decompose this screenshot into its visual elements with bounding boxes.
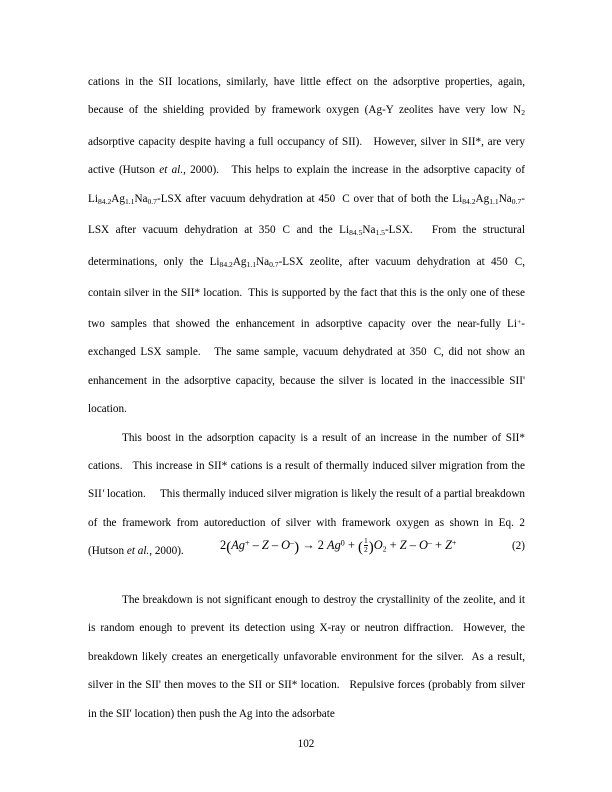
equation-number: (2) xyxy=(511,540,525,552)
paragraph-1: cations in the SII locations, similarly, have little effect on the adsorptive properties, again, because of the shielding provided by framework oxygen (Ag-Y zeolites have very low $N_2$ adsorptive capacity despite having a full occupancy of SII). However, silver in SII*, are very active (Hutson et al., 2000). This helps to explain the increase in the adsorptive capacity of $Li_{84.2}Ag_{1.1}Na_{0.7}$-LSX after vacuum dehydration at 450 C over that of both the $Li_{84.2}Ag_{1.1}Na_{0.7}$-LSX after vacuum dehydration at 350 C and the $Li_{84.5}Na_{1.5}$-LSX. From the structural determinations, only the $Li_{84.2}Ag_{1.1}Na_{0.7}$-LSX zeolite, after vacuum dehydration at 450 C, contain silver in the SII* location. This is supported by the fact that this is the only one of these two samples that showed the enhancement in adsorptive capacity over the near-fully Li+-exchanged LSX sample. The same sample, vacuum dehydrated at 350 C, did not show an enhancement in the adsorptive capacity, because the silver is located in the inaccessible SII' location. xyxy=(88,76,525,416)
equation-expression: 2(Ag+ – Z – O–) → 2 $Ag^0$ + ( $\frac{1}{2}$ )$O_2 + Z - O^- + Z^+$ xyxy=(220,536,457,556)
paragraph-2: This boost in the adsorption capacity is a result of an increase in the number of SII* cations. This increase in SII* cations is a result of thermally induced silver migration from the SII' location. This thermally induced silver migration is likely the result of a partial breakdown of the framework from autoreduction of silver with framework oxygen as shown in Eq. 2 (Hutson et al., 2000). xyxy=(88,431,525,558)
body-text-column xyxy=(88,68,525,566)
paragraph-3: The breakdown is not significant enough to destroy the crystallinity of the zeolite, and it is random enough to prevent its detection using X-ray or neutron diffraction. However, the breakdown likely creates an energetically unfavorable environment for the silver. As a result, silver in the SII' then moves to the SII or SII* location. Repulsive forces (probably from silver in the SII' location) then push the Ag into the adsorbate xyxy=(88,594,525,720)
body-text-column-lower xyxy=(88,586,525,728)
equation-2 xyxy=(88,537,525,565)
page-number: 102 xyxy=(297,738,315,750)
